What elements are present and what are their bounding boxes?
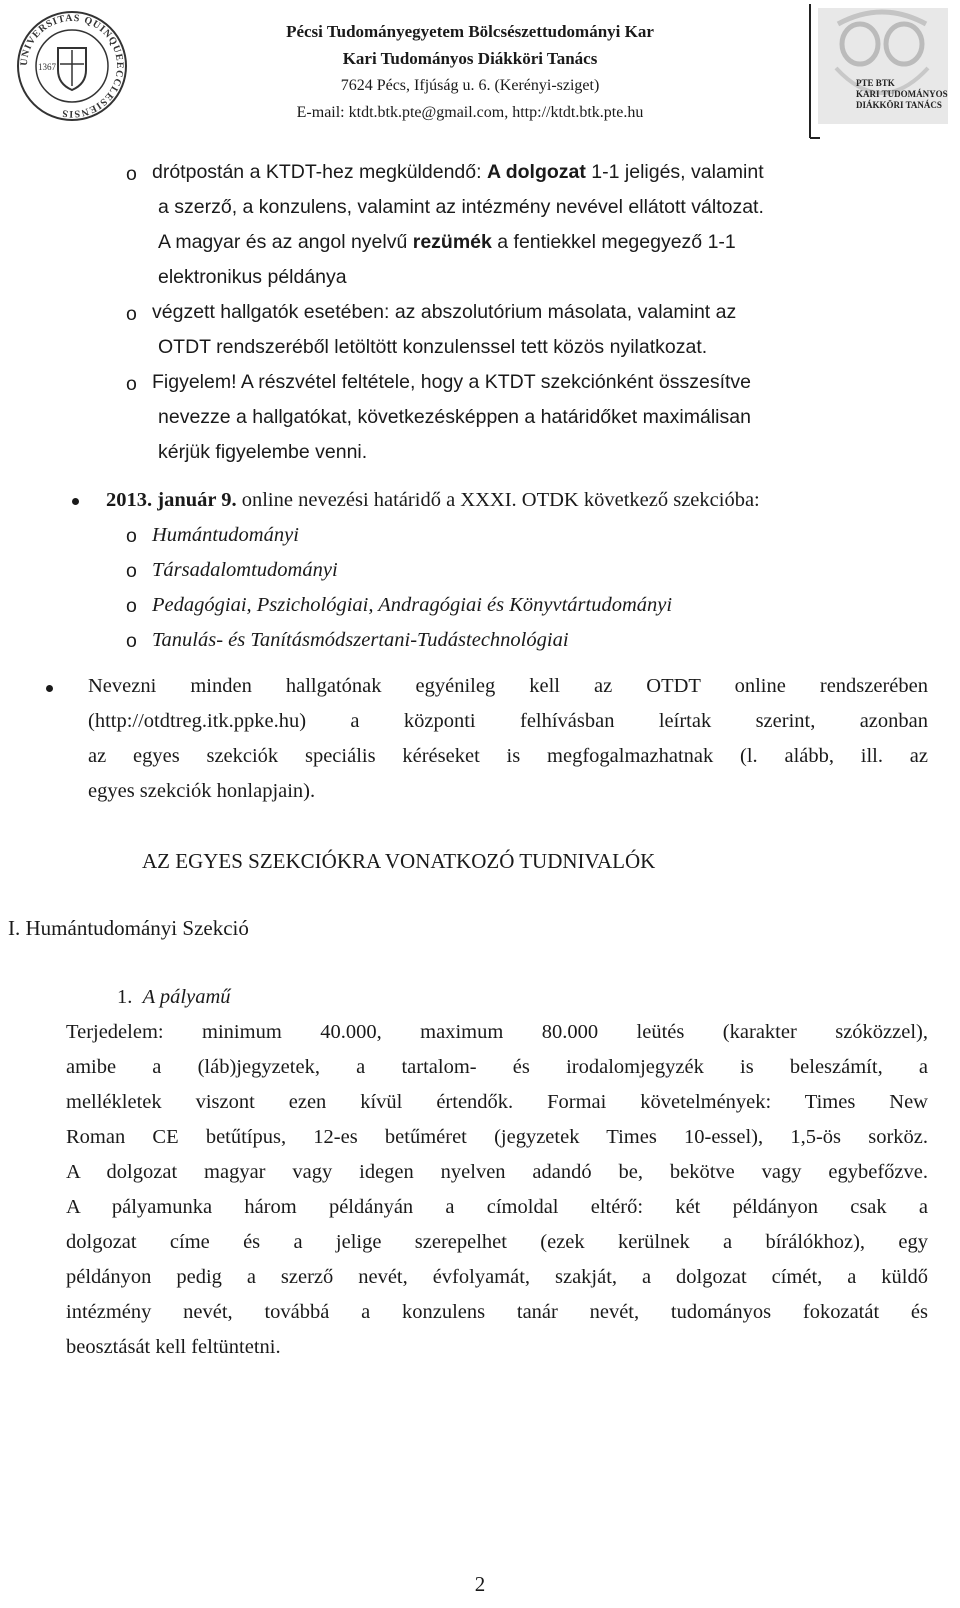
list-marker: o [126, 560, 137, 582]
paragraph-line: Terjedelem: minimum 40.000, maximum 80.000 leütés (karakter szóközzel), [66, 1021, 928, 1043]
list-item-line: drótpostán a KTDT-hez megküldendő: A dolgozat 1-1 jeligés, valamint [152, 161, 764, 183]
paragraph-line: A dolgozat magyar vagy idegen nyelven adandó be, bekötve vagy egybefőzve. [66, 1161, 928, 1183]
paragraph-line: intézmény nevét, továbbá a konzulens tanár nevét, tudományos fokozatát és [66, 1301, 928, 1323]
deadline-line: 2013. január 9. online nevezési határidő a XXXI. OTDK következő szekcióba: [106, 489, 760, 511]
paragraph-line: amibe a (láb)jegyzetek, a tartalom- és irodalomjegyzék is beleszámít, a [66, 1056, 928, 1078]
paragraph-line: példányon pedig a szerző nevét, évfolyamát, szakját, a dolgozat címét, a küldő [66, 1266, 928, 1288]
page-number: 2 [474, 1572, 486, 1596]
subsection-heading: I. Humántudományi Szekció [8, 916, 249, 940]
university-seal-logo [16, 10, 128, 122]
list-item-line: a szerző, a konzulens, valamint az intézmény nevével ellátott változat. [158, 196, 764, 218]
bullet-icon [72, 498, 79, 505]
deadline-date: 2013. január 9. [106, 489, 237, 511]
paragraph-line: dolgozat címe és a jelige szerepelhet (ezek kerülnek a bírálókhoz), egy [66, 1231, 928, 1253]
list-marker: o [126, 630, 137, 652]
registration-line: Nevezni minden hallgatónak egyénileg kell az OTDT online rendszerében [88, 675, 928, 697]
otdk-section-item: Tanulás- és Tanításmódszertani-Tudástechnológiai [152, 629, 569, 651]
header-council: Kari Tudományos Diákköri Tanács [342, 49, 598, 68]
registration-line: az egyes szekciók speciális kéréseket is megfogalmazhatnak (l. alább, ill. az [88, 745, 928, 767]
emphasis-dolgozat: A dolgozat [486, 161, 586, 183]
list-item-line: kérjük figyelembe venni. [158, 441, 368, 463]
list-item-line: OTDT rendszeréből letöltött konzulenssel tett közös nyilatkozat. [158, 336, 708, 358]
registration-line: (http://otdtreg.itk.ppke.hu) a központi felhívásban leírtak szerint, azonban [88, 710, 928, 732]
paragraph-line: beosztását kell feltüntetni. [66, 1336, 281, 1358]
list-marker: o [126, 163, 137, 185]
list-item-line: elektronikus példánya [158, 266, 347, 288]
list-item-line: Figyelem! A részvétel feltétele, hogy a KTDT szekciónként összesítve [152, 371, 751, 393]
list-marker: o [126, 595, 137, 617]
paragraph-line: mellékletek viszont ezen kívül értendők. Formai követelmények: Times New [66, 1091, 928, 1113]
logo-text-3: DIÁKKÖRI TANÁCS [856, 100, 942, 110]
otdk-section-item: Társadalomtudományi [152, 559, 338, 581]
paragraph-line: Roman CE betűtípus, 12-es betűméret (jegyzetek Times 10-essel), 1,5-ös sorköz. [66, 1126, 928, 1148]
item-heading: 1. A pályamű [117, 986, 231, 1008]
paragraph-line: A pályamunka három példányán a címoldal eltérő: két példányon csak a [66, 1196, 928, 1218]
logo-text-1: PTE BTK [856, 78, 895, 88]
section-heading: AZ EGYES SZEKCIÓKRA VONATKOZÓ TUDNIVALÓK [142, 849, 656, 873]
list-item-line: végzett hallgatók esetében: az abszolutórium másolata, valamint az [152, 301, 737, 323]
bullet-icon [46, 685, 53, 692]
header-address: 7624 Pécs, Ifjúság u. 6. (Kerényi-sziget) [340, 77, 600, 94]
otdk-section-item: Pedagógiai, Pszichológiai, Andragógiai és Könyvtártudományi [152, 594, 673, 616]
ktdt-owl-logo [808, 4, 954, 140]
seal-lettering: UNIVERSITAS QUINQUEECCLESIENSIS [18, 12, 126, 120]
logo-text-2: KARI TUDOMÁNYOS [856, 89, 948, 99]
emphasis-rezumek: rezümék [412, 231, 492, 253]
otdk-section-item: Humántudományi [152, 524, 299, 546]
list-marker: o [126, 303, 137, 325]
list-item-line: nevezze a hallgatókat, következésképpen a határidőket maximálisan [158, 406, 751, 428]
header-contact: E-mail: ktdt.btk.pte@gmail.com, http://ktdt.btk.pte.hu [296, 104, 644, 121]
list-marker: o [126, 373, 137, 395]
list-marker: o [126, 525, 137, 547]
list-item-line: A magyar és az angol nyelvű rezümék a fentiekkel megegyező 1-1 [158, 231, 736, 253]
header-faculty: Pécsi Tudományegyetem Bölcsészettudományi Kar [286, 22, 654, 41]
registration-line: egyes szekciók honlapjain). [88, 780, 316, 802]
seal-year: 1367 [38, 62, 56, 72]
